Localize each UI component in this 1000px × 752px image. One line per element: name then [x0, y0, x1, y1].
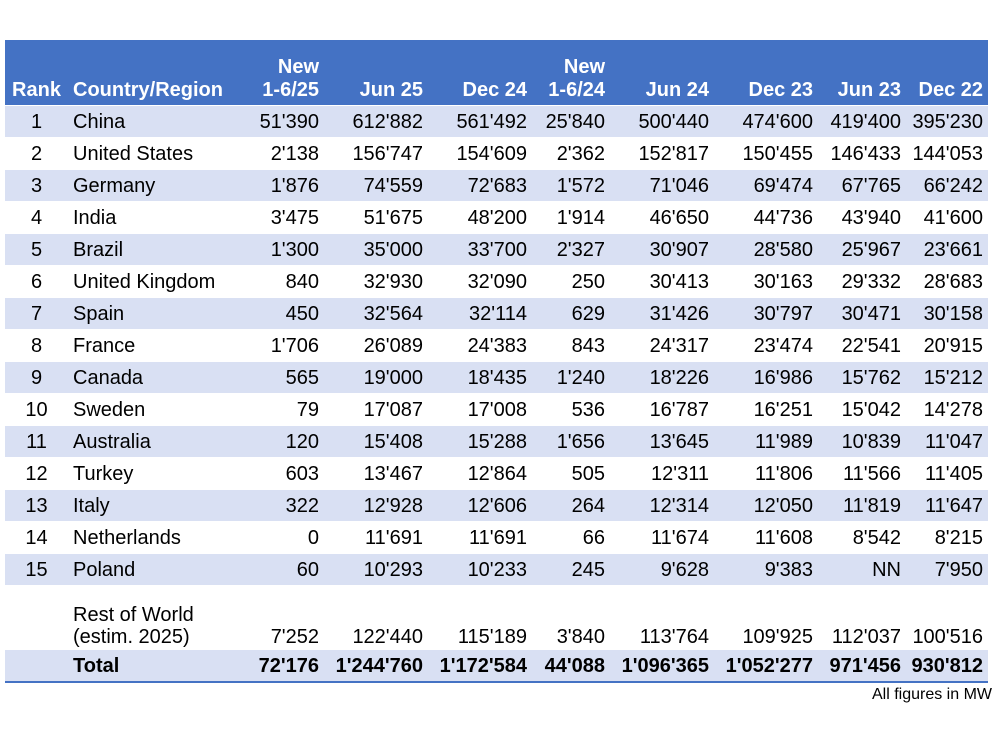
- cell-rank: 2: [5, 138, 68, 170]
- cell-new24: 25'840: [532, 106, 610, 138]
- cell-new25: 450: [246, 298, 324, 330]
- cell-country: Brazil: [68, 234, 246, 266]
- cell-new24: 1'656: [532, 426, 610, 458]
- cell-dec23: 30'163: [714, 266, 818, 298]
- cell-new25: 7'252: [246, 586, 324, 650]
- cell-jun23: 11'566: [818, 458, 906, 490]
- header-rank: Rank: [5, 40, 68, 106]
- cell-new24: 250: [532, 266, 610, 298]
- header-dec22: Dec 22: [906, 40, 988, 106]
- cell-rank: 4: [5, 202, 68, 234]
- cell-jun24: 500'440: [610, 106, 714, 138]
- cell-dec23: 9'383: [714, 554, 818, 586]
- cell-new25: 72'176: [246, 650, 324, 683]
- cell-country: Turkey: [68, 458, 246, 490]
- cell-dec22: 14'278: [906, 394, 988, 426]
- cell-new25: 60: [246, 554, 324, 586]
- cell-rank: 5: [5, 234, 68, 266]
- cell-dec23: 11'608: [714, 522, 818, 554]
- cell-jun25: 32'564: [324, 298, 428, 330]
- cell-country: United Kingdom: [68, 266, 246, 298]
- cell-dec23: 12'050: [714, 490, 818, 522]
- cell-jun25: 15'408: [324, 426, 428, 458]
- table-body: [5, 106, 988, 683]
- cell-country: Germany: [68, 170, 246, 202]
- cell-country: India: [68, 202, 246, 234]
- total-row: [5, 650, 988, 683]
- cell-jun24: 46'650: [610, 202, 714, 234]
- cell-jun23: 11'819: [818, 490, 906, 522]
- cell-country: United States: [68, 138, 246, 170]
- cell-dec22: 28'683: [906, 266, 988, 298]
- header-country: Country/Region: [68, 40, 246, 106]
- cell-rank: [5, 650, 68, 683]
- cell-jun24: 16'787: [610, 394, 714, 426]
- rest-of-world-row: [5, 586, 988, 650]
- cell-country: Total: [68, 650, 246, 683]
- cell-dec22: 20'915: [906, 330, 988, 362]
- cell-new24: 1'240: [532, 362, 610, 394]
- cell-dec22: 144'053: [906, 138, 988, 170]
- table-row: [5, 394, 988, 426]
- cell-country: Poland: [68, 554, 246, 586]
- cell-new24: 1'914: [532, 202, 610, 234]
- cell-dec24: 17'008: [428, 394, 532, 426]
- cell-country: Spain: [68, 298, 246, 330]
- cell-jun23: 15'762: [818, 362, 906, 394]
- cell-new25: 565: [246, 362, 324, 394]
- cell-new25: 120: [246, 426, 324, 458]
- cell-jun23: 10'839: [818, 426, 906, 458]
- cell-jun23: 112'037: [818, 586, 906, 650]
- table-row: [5, 362, 988, 394]
- cell-new25: 79: [246, 394, 324, 426]
- table-row: [5, 330, 988, 362]
- table-row: [5, 138, 988, 170]
- cell-dec23: 11'806: [714, 458, 818, 490]
- cell-new24: 843: [532, 330, 610, 362]
- cell-country: China: [68, 106, 246, 138]
- cell-dec22: 23'661: [906, 234, 988, 266]
- cell-new24: 2'327: [532, 234, 610, 266]
- cell-rank: 8: [5, 330, 68, 362]
- cell-dec23: 150'455: [714, 138, 818, 170]
- cell-dec23: 16'251: [714, 394, 818, 426]
- header-new-2025-line1: New: [277, 56, 319, 78]
- cell-dec23: 28'580: [714, 234, 818, 266]
- header-new-2025: [246, 40, 324, 106]
- cell-dec22: 11'647: [906, 490, 988, 522]
- cell-dec24: 48'200: [428, 202, 532, 234]
- cell-dec23: 109'925: [714, 586, 818, 650]
- cell-dec22: 30'158: [906, 298, 988, 330]
- cell-dec22: 11'047: [906, 426, 988, 458]
- cell-country: Italy: [68, 490, 246, 522]
- cell-rank: 13: [5, 490, 68, 522]
- cell-new24: 1'572: [532, 170, 610, 202]
- cell-dec23: 44'736: [714, 202, 818, 234]
- cell-country: France: [68, 330, 246, 362]
- table-row: [5, 202, 988, 234]
- cell-dec23: 23'474: [714, 330, 818, 362]
- cell-country: Netherlands: [68, 522, 246, 554]
- table-row: [5, 426, 988, 458]
- cell-country: Canada: [68, 362, 246, 394]
- units-footnote: All figures in MW: [871, 686, 992, 703]
- cell-new25: 322: [246, 490, 324, 522]
- capacity-table: [5, 40, 988, 683]
- cell-rank: 10: [5, 394, 68, 426]
- table-row: [5, 522, 988, 554]
- cell-new24: 264: [532, 490, 610, 522]
- cell-new25: 1'876: [246, 170, 324, 202]
- cell-new25: 51'390: [246, 106, 324, 138]
- cell-dec22: 7'950: [906, 554, 988, 586]
- cell-jun25: 32'930: [324, 266, 428, 298]
- cell-new24: 505: [532, 458, 610, 490]
- rest-label-line1: Rest of World: [73, 604, 194, 626]
- cell-dec22: 11'405: [906, 458, 988, 490]
- cell-dec22: 15'212: [906, 362, 988, 394]
- header-dec24: Dec 24: [428, 40, 532, 106]
- cell-jun23: NN: [818, 554, 906, 586]
- cell-jun25: 1'244'760: [324, 650, 428, 683]
- cell-jun23: 25'967: [818, 234, 906, 266]
- table-row: [5, 458, 988, 490]
- cell-new24: 3'840: [532, 586, 610, 650]
- cell-new25: 2'138: [246, 138, 324, 170]
- cell-jun25: 13'467: [324, 458, 428, 490]
- cell-jun25: 19'000: [324, 362, 428, 394]
- cell-dec22: 100'516: [906, 586, 988, 650]
- cell-dec24: 12'864: [428, 458, 532, 490]
- cell-jun23: 22'541: [818, 330, 906, 362]
- cell-jun23: 419'400: [818, 106, 906, 138]
- capacity-table-container: [5, 40, 988, 683]
- cell-dec22: 41'600: [906, 202, 988, 234]
- cell-dec24: 32'090: [428, 266, 532, 298]
- cell-new24: 629: [532, 298, 610, 330]
- cell-dec24: 154'609: [428, 138, 532, 170]
- cell-jun23: 15'042: [818, 394, 906, 426]
- cell-jun25: 12'928: [324, 490, 428, 522]
- header-row: [5, 40, 988, 106]
- cell-jun24: 24'317: [610, 330, 714, 362]
- cell-jun25: 156'747: [324, 138, 428, 170]
- cell-jun23: 971'456: [818, 650, 906, 683]
- cell-rank: 3: [5, 170, 68, 202]
- cell-new24: 245: [532, 554, 610, 586]
- cell-jun24: 1'096'365: [610, 650, 714, 683]
- cell-dec24: 10'233: [428, 554, 532, 586]
- cell-dec24: 12'606: [428, 490, 532, 522]
- cell-rank: 7: [5, 298, 68, 330]
- cell-dec24: 32'114: [428, 298, 532, 330]
- table-row: [5, 490, 988, 522]
- cell-rank: 6: [5, 266, 68, 298]
- cell-jun24: 71'046: [610, 170, 714, 202]
- cell-new24: 2'362: [532, 138, 610, 170]
- cell-dec24: 15'288: [428, 426, 532, 458]
- header-jun23: Jun 23: [818, 40, 906, 106]
- cell-jun23: 30'471: [818, 298, 906, 330]
- cell-country: Australia: [68, 426, 246, 458]
- cell-dec23: 11'989: [714, 426, 818, 458]
- cell-dec24: 24'383: [428, 330, 532, 362]
- cell-rank: 9: [5, 362, 68, 394]
- cell-jun24: 30'907: [610, 234, 714, 266]
- cell-jun23: 67'765: [818, 170, 906, 202]
- cell-jun24: 12'314: [610, 490, 714, 522]
- cell-rank: 15: [5, 554, 68, 586]
- table-row: [5, 234, 988, 266]
- cell-dec24: 18'435: [428, 362, 532, 394]
- cell-dec23: 30'797: [714, 298, 818, 330]
- cell-jun23: 8'542: [818, 522, 906, 554]
- cell-jun23: 43'940: [818, 202, 906, 234]
- cell-rank: 14: [5, 522, 68, 554]
- rest-label-line2: (estim. 2025): [73, 626, 190, 648]
- cell-jun24: 152'817: [610, 138, 714, 170]
- cell-jun25: 35'000: [324, 234, 428, 266]
- cell-country: [68, 586, 246, 650]
- cell-jun24: 18'226: [610, 362, 714, 394]
- cell-dec23: 474'600: [714, 106, 818, 138]
- cell-rank: 11: [5, 426, 68, 458]
- cell-dec22: 395'230: [906, 106, 988, 138]
- cell-new25: 1'706: [246, 330, 324, 362]
- cell-dec22: 8'215: [906, 522, 988, 554]
- cell-jun25: 17'087: [324, 394, 428, 426]
- cell-dec22: 930'812: [906, 650, 988, 683]
- cell-new25: 3'475: [246, 202, 324, 234]
- table-row: [5, 298, 988, 330]
- cell-jun24: 9'628: [610, 554, 714, 586]
- table-row: [5, 170, 988, 202]
- cell-new25: 603: [246, 458, 324, 490]
- cell-jun24: 31'426: [610, 298, 714, 330]
- cell-dec24: 11'691: [428, 522, 532, 554]
- cell-jun25: 10'293: [324, 554, 428, 586]
- cell-jun25: 51'675: [324, 202, 428, 234]
- table-row: [5, 266, 988, 298]
- cell-jun25: 122'440: [324, 586, 428, 650]
- cell-country: Sweden: [68, 394, 246, 426]
- cell-jun25: 612'882: [324, 106, 428, 138]
- header-jun25: Jun 25: [324, 40, 428, 106]
- cell-jun25: 74'559: [324, 170, 428, 202]
- table-row: [5, 554, 988, 586]
- cell-rank: [5, 586, 68, 650]
- cell-new24: 66: [532, 522, 610, 554]
- cell-dec24: 72'683: [428, 170, 532, 202]
- cell-dec23: 16'986: [714, 362, 818, 394]
- cell-dec24: 561'492: [428, 106, 532, 138]
- header-jun24: Jun 24: [610, 40, 714, 106]
- cell-dec24: 1'172'584: [428, 650, 532, 683]
- header-new-2025-line2: 1-6/25: [262, 79, 319, 101]
- cell-dec23: 69'474: [714, 170, 818, 202]
- cell-rank: 1: [5, 106, 68, 138]
- cell-jun24: 12'311: [610, 458, 714, 490]
- cell-new25: 840: [246, 266, 324, 298]
- cell-new24: 536: [532, 394, 610, 426]
- cell-dec23: 1'052'277: [714, 650, 818, 683]
- cell-jun24: 13'645: [610, 426, 714, 458]
- table-row: [5, 106, 988, 138]
- cell-jun25: 26'089: [324, 330, 428, 362]
- header-new-2024-line2: 1-6/24: [548, 79, 605, 101]
- cell-jun24: 11'674: [610, 522, 714, 554]
- cell-dec24: 115'189: [428, 586, 532, 650]
- cell-jun25: 11'691: [324, 522, 428, 554]
- header-new-2024-line1: New: [563, 56, 605, 78]
- cell-new25: 0: [246, 522, 324, 554]
- header-dec23: Dec 23: [714, 40, 818, 106]
- header-new-2024: [532, 40, 610, 106]
- cell-rank: 12: [5, 458, 68, 490]
- cell-jun24: 113'764: [610, 586, 714, 650]
- cell-jun23: 146'433: [818, 138, 906, 170]
- cell-new24: 44'088: [532, 650, 610, 683]
- cell-jun24: 30'413: [610, 266, 714, 298]
- cell-dec22: 66'242: [906, 170, 988, 202]
- cell-dec24: 33'700: [428, 234, 532, 266]
- cell-new25: 1'300: [246, 234, 324, 266]
- cell-jun23: 29'332: [818, 266, 906, 298]
